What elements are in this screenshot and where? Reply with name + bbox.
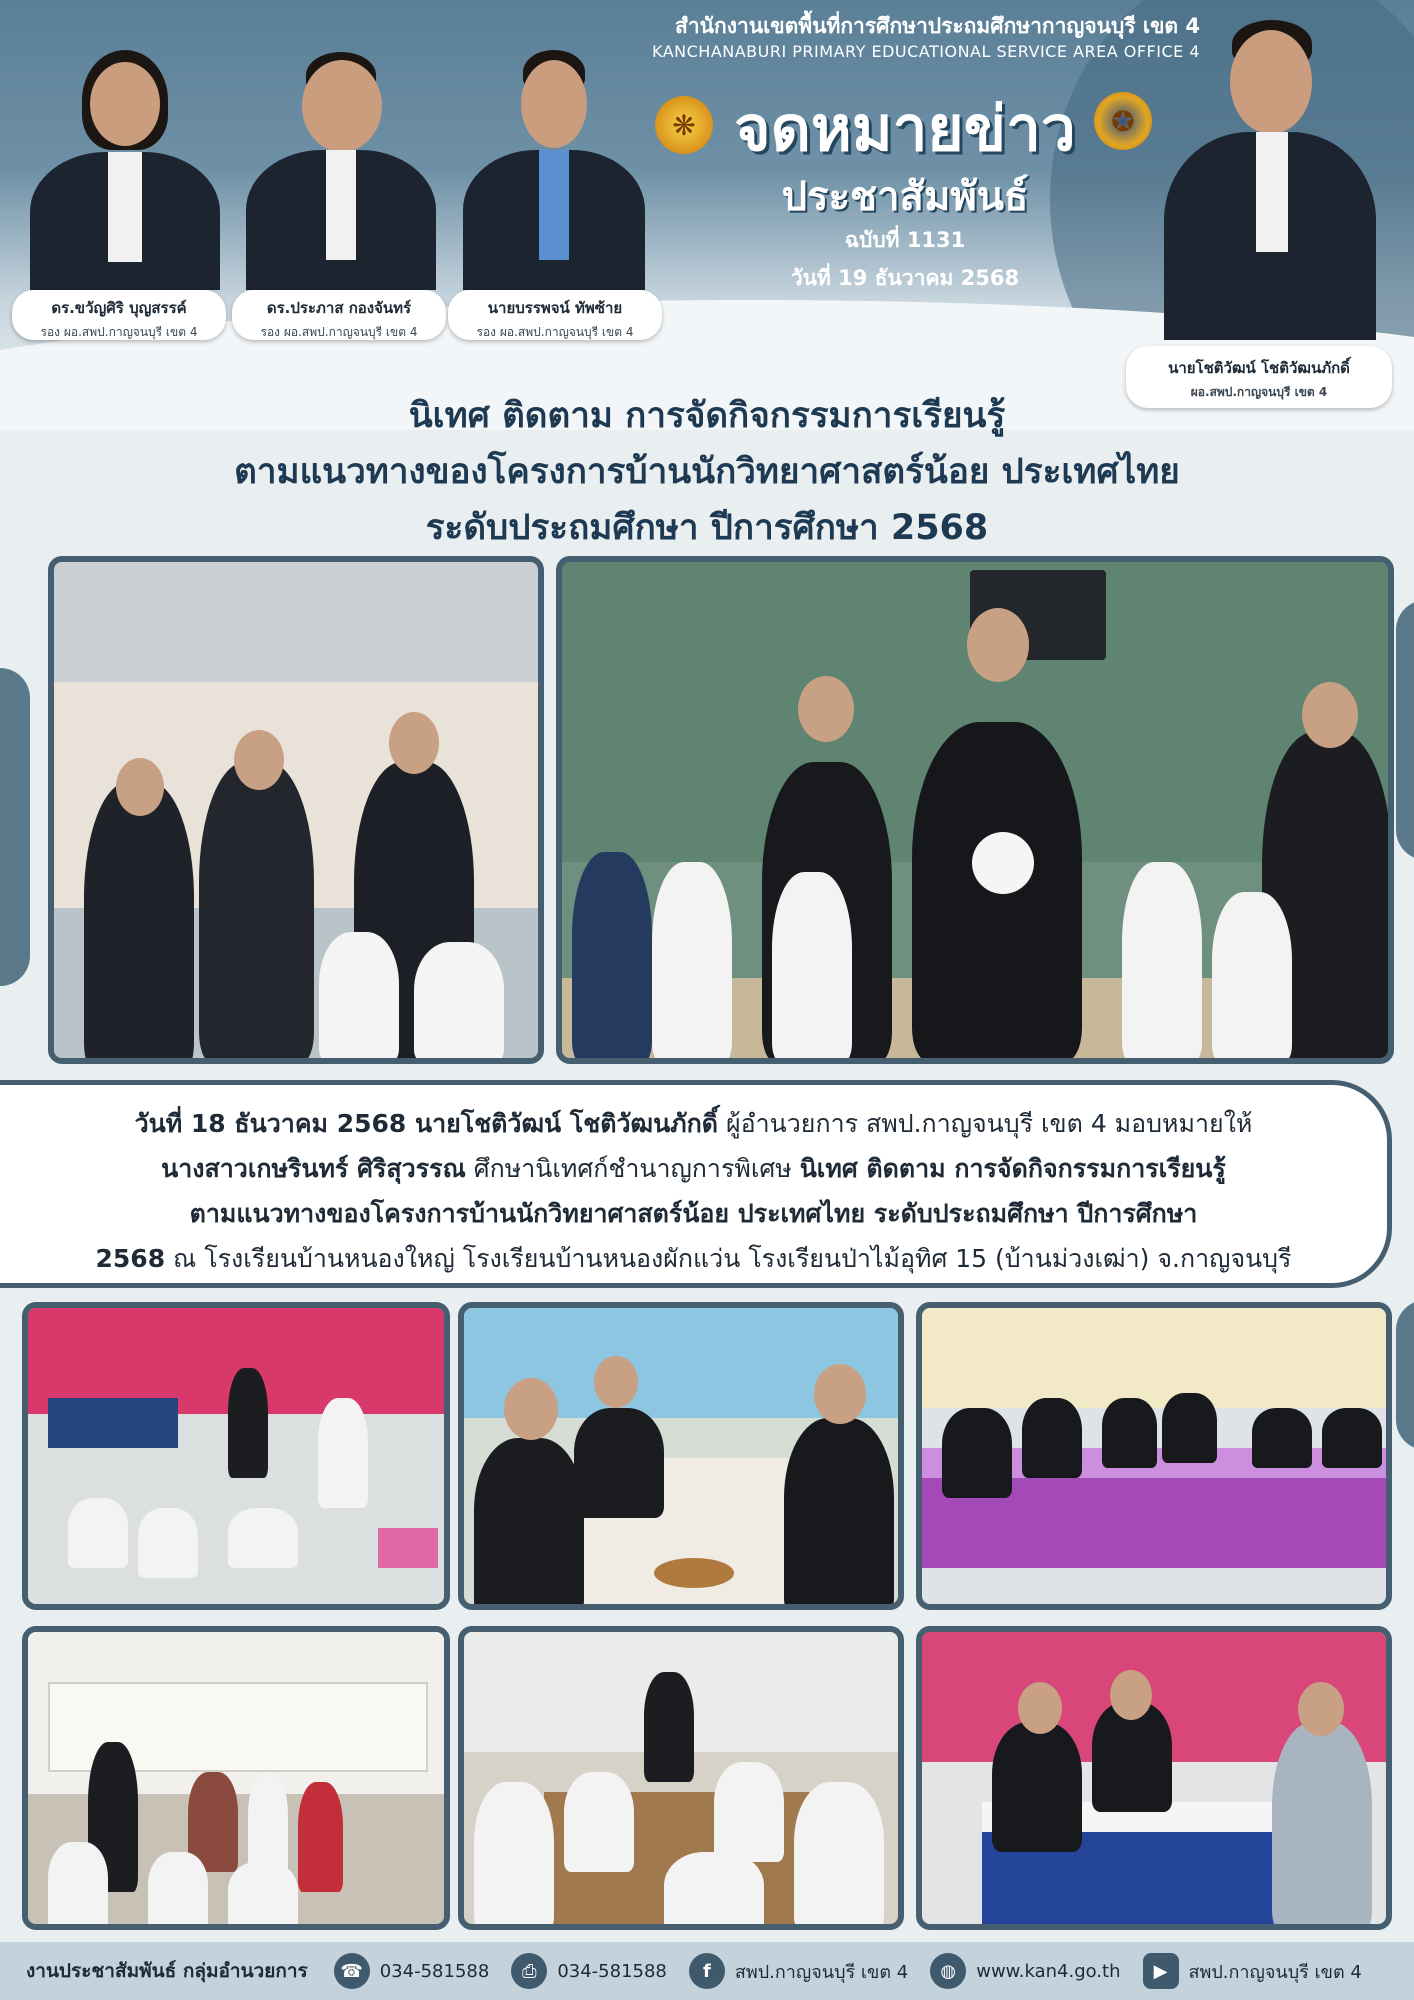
printer-icon: ⎙: [511, 1953, 547, 1989]
headline-line-3: ระดับประถมศึกษา ปีการศึกษา 2568: [425, 508, 989, 548]
side-decor-right-top: [1396, 600, 1414, 860]
headline-line-2: ตามแนวทางของโครงการบ้านนักวิทยาศาสตร์น้อย ประเทศไทย: [234, 452, 1180, 492]
photo-grid-5: [458, 1626, 904, 1930]
article-project: ตามแนวทางของโครงการบ้านนักวิทยาศาสตร์น้อย ประเทศไทย ระดับประถมศึกษา ปีการศึกษา: [189, 1199, 1198, 1228]
footer-facebook[interactable]: [689, 1953, 908, 1989]
photo-grid-2: [458, 1302, 904, 1610]
photo-classroom-visit-2: [556, 556, 1394, 1064]
headline-line-1: นิเทศ ติดตาม การจัดกิจกรรมการเรียนรู้: [408, 396, 1006, 436]
side-decor-right-bottom: [1396, 1300, 1414, 1450]
article-line-4: [30, 1236, 1357, 1281]
office-emblem-icon: ✪: [1094, 92, 1152, 150]
issue-date: วันที่ 19 ธันวาคม 2568: [790, 266, 1020, 290]
footer-website[interactable]: [930, 1953, 1120, 1989]
footer-youtube[interactable]: [1143, 1953, 1362, 1989]
footer-website-url: www.kan4.go.th: [976, 1960, 1121, 1982]
obec-emblem-icon: ❋: [655, 96, 713, 154]
portrait-director: [1160, 20, 1380, 340]
portrait-person-3: [455, 50, 650, 290]
namecard-person-3: นายบรรพจน์ ทัพซ้าย รอง ผอ.สพป.กาญจนบุรี เขต 4: [448, 290, 662, 340]
article-activity: นิเทศ ติดตาม การจัดกิจกรรมการเรียนรู้: [799, 1154, 1226, 1183]
org-name-english: KANCHANABURI PRIMARY EDUCATIONAL SERVICE AREA OFFICE 4: [651, 42, 1200, 61]
phone-icon: ☎: [334, 1953, 370, 1989]
photo-grid-4: [22, 1626, 450, 1930]
photo-grid-3: [916, 1302, 1392, 1610]
footer-department: งานประชาสัมพันธ์ กลุ่มอำนวยการ: [26, 1960, 308, 1982]
article-assign: ผู้อำนวยการ สพป.กาญจนบุรี เขต 4 มอบหมายให้: [718, 1109, 1253, 1138]
namecard-person-2: ดร.ประภาส กองจันทร์ รอง ผอ.สพป.กาญจนบุรี เขต 4: [232, 290, 446, 340]
newsletter-header: [0, 0, 1414, 430]
portrait-person-1: [20, 40, 230, 290]
namecard-person-1: ดร.ขวัญศิริ บุญสรรค์ รอง ผอ.สพป.กาญจนบุรี เขต 4: [12, 290, 226, 340]
article-body: [0, 1080, 1392, 1288]
side-decor-left-top: [0, 668, 30, 986]
newsletter-footer: [0, 1942, 1414, 2000]
footer-facebook-name: สพป.กาญจนบุรี เขต 4: [734, 1961, 909, 1983]
portrait-person-2: [240, 50, 440, 290]
org-name-thai: สำนักงานเขตพื้นที่การศึกษาประถมศึกษากาญจนบุรี เขต 4: [675, 14, 1200, 38]
youtube-icon: ▶: [1143, 1953, 1179, 1989]
article-supervisor: นางสาวเกษรินทร์ ศิริสุวรรณ: [161, 1154, 466, 1183]
article-schools: ณ โรงเรียนบ้านหนองใหญ่ โรงเรียนบ้านหนองผักแว่น โรงเรียนป่าไม้อุทิศ 15 (บ้านม่วงเฒ่า) จ.กาญจนบุรี: [165, 1244, 1292, 1273]
article-line-3: [30, 1191, 1357, 1236]
globe-icon: ◍: [930, 1953, 966, 1989]
article-line-1: [30, 1101, 1357, 1146]
footer-youtube-name: สพป.กาญจนบุรี เขต 4: [1188, 1961, 1362, 1983]
newsletter-title: จดหมายข่าว: [734, 92, 1076, 165]
footer-fax[interactable]: [511, 1953, 667, 1989]
article-year: 2568: [95, 1244, 166, 1273]
footer-fax-number: 034-581588: [557, 1960, 667, 1982]
article-date-director: วันที่ 18 ธันวาคม 2568 นายโชติวัฒน์ โชติวัฒนภักดิ์: [134, 1109, 719, 1138]
footer-phone-number: 034-581588: [379, 1960, 490, 1982]
photo-grid-6: [916, 1626, 1392, 1930]
article-line-2: [30, 1146, 1357, 1191]
issue-number: ฉบับที่ 1131: [844, 228, 966, 252]
photo-classroom-visit-1: [48, 556, 544, 1064]
article-supervisor-role: ศึกษานิเทศก์ชำนาญการพิเศษ: [465, 1154, 800, 1183]
namecard-director: นายโชติวัฒน์ โชติวัฒนภักดิ์ ผอ.สพป.กาญจนบุรี เขต 4: [1126, 346, 1392, 408]
footer-phone[interactable]: [334, 1953, 490, 1989]
photo-grid-1: [22, 1302, 450, 1610]
newsletter-subtitle: ประชาสัมพันธ์: [781, 174, 1029, 220]
article-headline: [0, 388, 1414, 556]
facebook-icon: f: [689, 1953, 725, 1989]
